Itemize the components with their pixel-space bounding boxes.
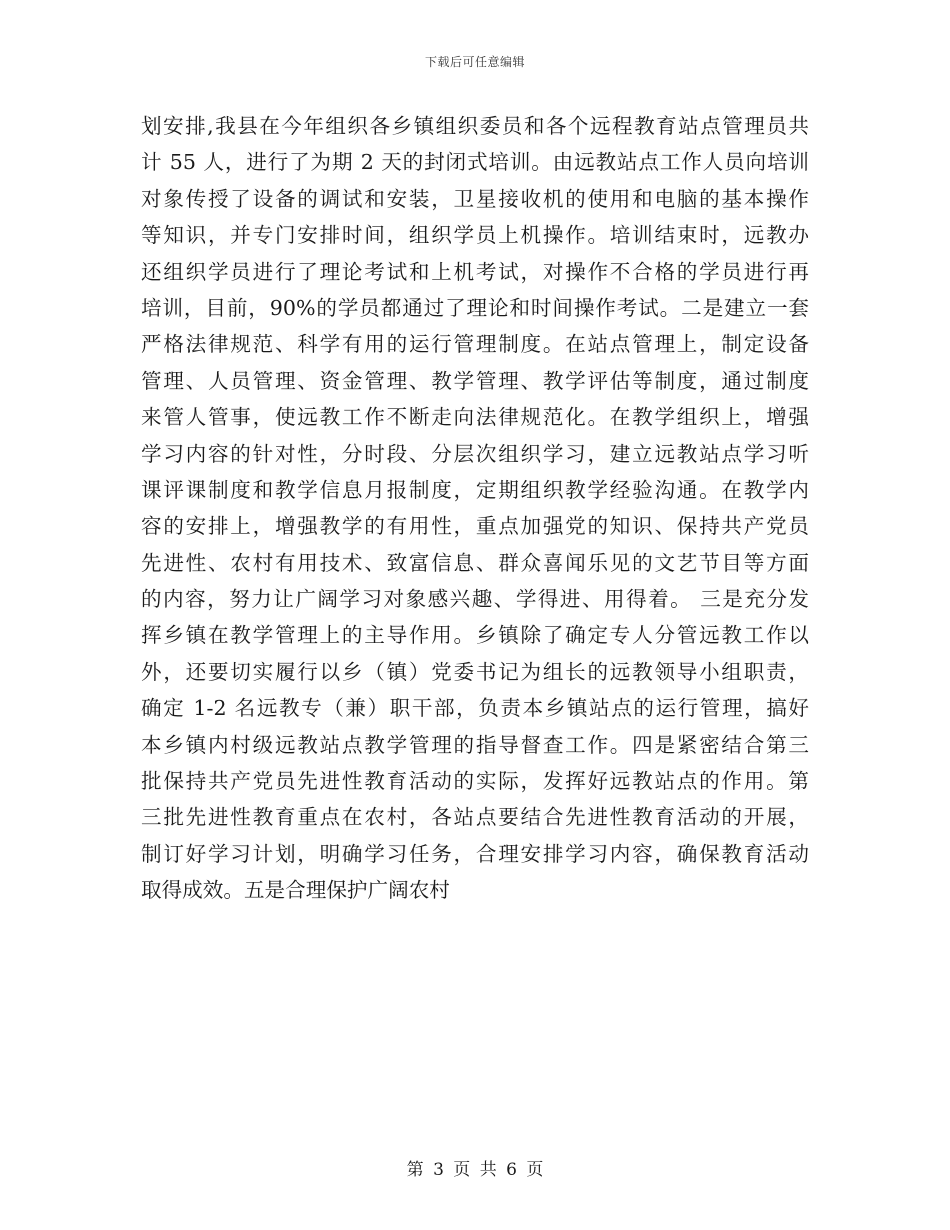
page-number: 第 3 页 共 6 页 (406, 1160, 544, 1180)
text-line: 的内容，努力让广阔学习对象感兴趣、学得进、用得着。 三是充分发 (141, 587, 809, 612)
text-line: 批保持共产党员先进性教育活动的实际，发挥好远教站点的作用。第 (141, 769, 809, 794)
text-line: 本乡镇内村级远教站点教学管理的指导督查工作。四是紧密结合第三 (141, 732, 809, 757)
text-line: 来管人管事，使远教工作不断走向法律规范化。在教学组织上，增强 (141, 405, 809, 430)
text-line: 学习内容的针对性，分时段、分层次组织学习，建立远教站点学习听 (141, 441, 809, 466)
text-line: 课评课制度和教学信息月报制度，定期组织教学经验沟通。在教学内 (141, 477, 809, 502)
text-line: 计 55 人，进行了为期 2 天的封闭式培训。由远教站点工作人员向培训 (141, 150, 809, 175)
text-line: 还组织学员进行了理论考试和上机考试，对操作不合格的学员进行再 (141, 259, 809, 284)
text-line: 确定 1-2 名远教专（兼）职干部，负责本乡镇站点的运行管理，搞好 (141, 696, 809, 721)
text-line: 三批先进性教育重点在农村，各站点要结合先进性教育活动的开展， (141, 805, 809, 830)
text-line: 取得成效。五是合理保护广阔农村 (141, 878, 450, 903)
text-line: 制订好学习计划，明确学习任务，合理安排学习内容，确保教育活动 (141, 841, 809, 866)
text-line: 管理、人员管理、资金管理、教学管理、教学评估等制度，通过制度 (141, 368, 809, 393)
text-line: 对象传授了设备的调试和安装，卫星接收机的使用和电脑的基本操作 (141, 186, 809, 211)
page-header: 下载后可任意编辑 (424, 55, 525, 69)
text-line: 挥乡镇在教学管理上的主导作用。乡镇除了确定专人分管远教工作以 (141, 623, 809, 648)
text-line: 先进性、农村有用技术、致富信息、群众喜闻乐见的文艺节目等方面 (141, 550, 809, 575)
document-body (141, 108, 809, 909)
text-line: 划安排,我县在今年组织各乡镇组织委员和各个远程教育站点管理员共 (141, 114, 809, 138)
text-line: 培训，目前，90%的学员都通过了理论和时间操作考试。二是建立一套 (141, 295, 809, 320)
text-line: 容的安排上，增强教学的有用性，重点加强党的知识、保持共产党员 (141, 514, 809, 539)
text-line: 外，还要切实履行以乡（镇）党委书记为组长的远教领导小组职责， (141, 659, 809, 684)
text-line: 严格法律规范、科学有用的运行管理制度。在站点管理上，制定设备 (141, 332, 809, 357)
text-line: 等知识，并专门安排时间，组织学员上机操作。培训结束时，远教办 (141, 223, 809, 248)
